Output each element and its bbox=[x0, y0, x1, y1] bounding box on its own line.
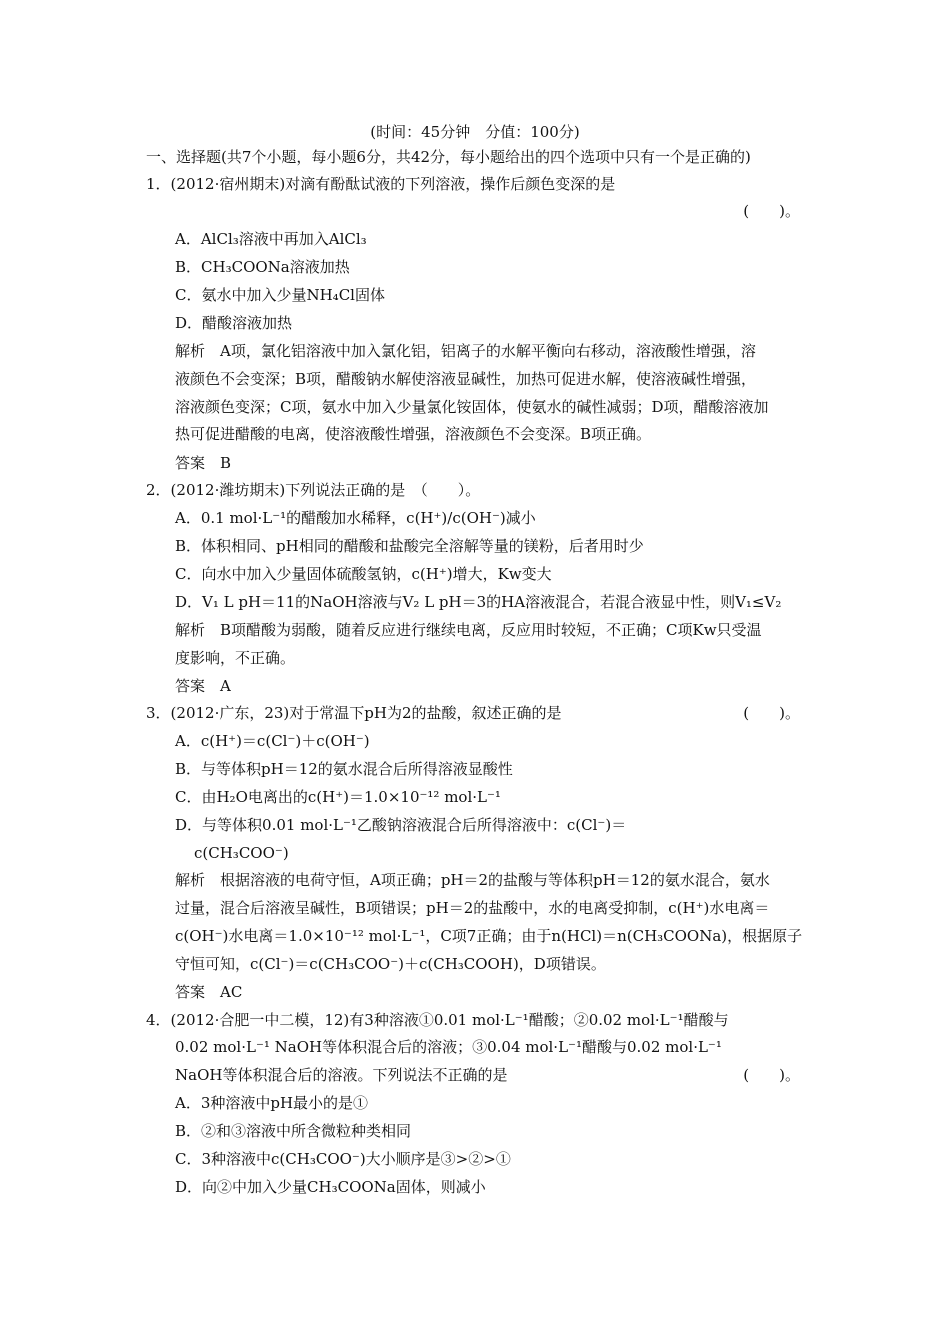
q2-analysis-line: 解析 B项醋酸为弱酸，随着反应进行继续电离，反应用时较短，不正确；C项Kw只受温 bbox=[175, 621, 762, 639]
q3-bracket: ( )。 bbox=[743, 704, 800, 722]
q1-option-b: B．CH₃COONa溶液加热 bbox=[175, 258, 350, 276]
q3-option-c: C．由H₂O电离出的c(H⁺)＝1.0×10⁻¹² mol·L⁻¹ bbox=[175, 788, 501, 806]
q2-option-b: B．体积相同、pH相同的醋酸和盐酸完全溶解等量的镁粉，后者用时少 bbox=[175, 537, 644, 555]
q4-option-d: D．向②中加入少量CH₃COONa固体，则减小 bbox=[175, 1178, 486, 1196]
q1-stem: 1．(2012·宿州期末)对滴有酚酞试液的下列溶液，操作后颜色变深的是 bbox=[146, 175, 616, 193]
time-score-line: (时间：45分钟 分值：100分) bbox=[370, 123, 580, 141]
q4-stem-line: NaOH等体积混合后的溶液。下列说法不正确的是 bbox=[175, 1066, 508, 1084]
q4-option-a: A．3种溶液中pH最小的是① bbox=[175, 1094, 369, 1112]
q3-option-b: B．与等体积pH＝12的氨水混合后所得溶液显酸性 bbox=[175, 760, 513, 778]
q4-stem-line: 4．(2012·合肥一中二模，12)有3种溶液①0.01 mol·L⁻¹醋酸；②0.02 mol·L⁻¹醋酸与 bbox=[146, 1011, 729, 1029]
q3-option-a: A．c(H⁺)＝c(Cl⁻)＋c(OH⁻) bbox=[175, 732, 370, 750]
q4-stem-line: 0.02 mol·L⁻¹ NaOH等体积混合后的溶液；③0.04 mol·L⁻¹醋酸与0.02 mol·L⁻¹ bbox=[175, 1038, 722, 1056]
q2-answer: 答案 A bbox=[175, 677, 231, 695]
q3-analysis-line: 守恒可知，c(Cl⁻)＝c(CH₃COO⁻)＋c(CH₃COOH)，D项错误。 bbox=[175, 955, 606, 973]
q2-stem: 2．(2012·潍坊期末)下列说法正确的是 （ ）。 bbox=[146, 481, 481, 499]
q3-analysis-line: 过量，混合后溶液呈碱性，B项错误；pH＝2的盐酸中，水的电离受抑制，c(H⁺)水电离＝ bbox=[175, 899, 770, 917]
q1-option-a: A．AlCl₃溶液中再加入AlCl₃ bbox=[175, 230, 367, 248]
q2-analysis-line: 度影响，不正确。 bbox=[175, 649, 296, 667]
q3-analysis-line: 解析 根据溶液的电荷守恒，A项正确；pH＝2的盐酸与等体积pH＝12的氨水混合，氨水 bbox=[175, 871, 770, 889]
q3-option-d-cont: c(CH₃COO⁻) bbox=[194, 844, 289, 862]
q4-option-b: B．②和③溶液中所含微粒种类相同 bbox=[175, 1122, 412, 1140]
q1-analysis-line: 液颜色不会变深；B项，醋酸钠水解使溶液显碱性，加热可促进水解，使溶液碱性增强， bbox=[175, 370, 757, 388]
q2-option-d: D．V₁ L pH＝11的NaOH溶液与V₂ L pH＝3的HA溶液混合，若混合液显中性，则V₁≤V₂ bbox=[175, 593, 782, 611]
q3-analysis-line: c(OH⁻)水电离＝1.0×10⁻¹² mol·L⁻¹，C项7正确；由于n(HCl)＝n(CH₃COONa)，根据原子 bbox=[175, 927, 803, 945]
q1-analysis-line: 热可促进醋酸的电离，使溶液酸性增强，溶液颜色不会变深。B项正确。 bbox=[175, 425, 652, 443]
q1-option-c: C．氨水中加入少量NH₄Cl固体 bbox=[175, 286, 385, 304]
q3-answer: 答案 AC bbox=[175, 983, 243, 1001]
q4-bracket: ( )。 bbox=[743, 1066, 800, 1084]
q1-answer: 答案 B bbox=[175, 454, 232, 472]
q2-option-a: A．0.1 mol·L⁻¹的醋酸加水稀释，c(H⁺)/c(OH⁻)减小 bbox=[175, 509, 536, 527]
q1-analysis-line: 解析 A项，氯化铝溶液中加入氯化铝，铝离子的水解平衡向右移动，溶液酸性增强，溶 bbox=[175, 342, 756, 360]
q1-bracket: ( )。 bbox=[743, 202, 800, 220]
q3-option-d: D．与等体积0.01 mol·L⁻¹乙酸钠溶液混合后所得溶液中：c(Cl⁻)＝ bbox=[175, 816, 627, 834]
q1-option-d: D．醋酸溶液加热 bbox=[175, 314, 293, 332]
q2-option-c: C．向水中加入少量固体硫酸氢钠，c(H⁺)增大，Kw变大 bbox=[175, 565, 552, 583]
q3-stem: 3．(2012·广东，23)对于常温下pH为2的盐酸，叙述正确的是 bbox=[146, 704, 562, 722]
section-title: 一、选择题(共7个小题，每小题6分，共42分，每小题给出的四个选项中只有一个是正确的) bbox=[146, 148, 751, 166]
q4-option-c: C．3种溶液中c(CH₃COO⁻)大小顺序是③>②>① bbox=[175, 1150, 511, 1168]
q1-analysis-line: 溶液颜色变深；C项，氨水中加入少量氯化铵固体，使氨水的碱性减弱；D项，醋酸溶液加 bbox=[175, 398, 769, 416]
